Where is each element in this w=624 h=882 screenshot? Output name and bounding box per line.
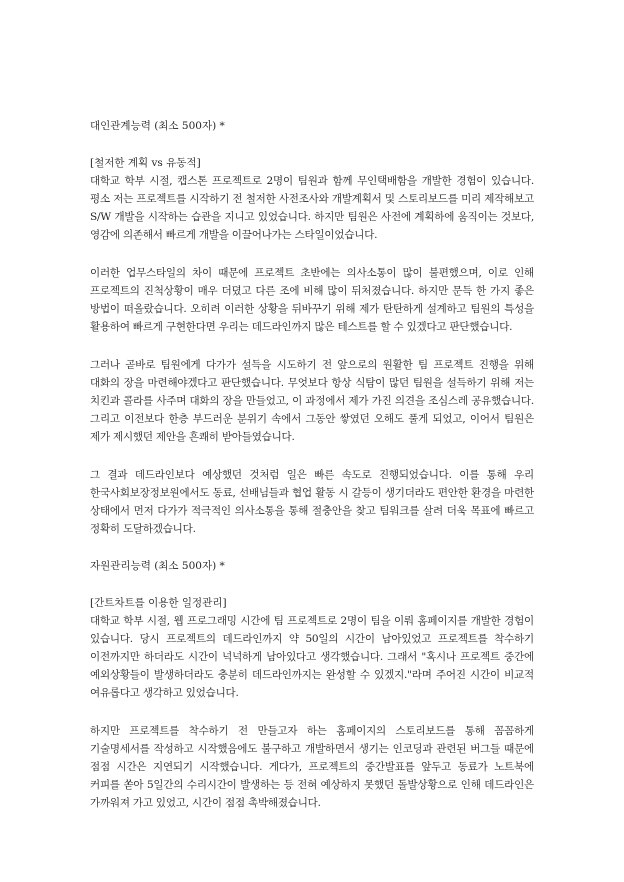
paragraph: 그 결과 데드라인보다 예상했던 것처럼 일은 빠른 속도로 진행되었습니다. 이를 통해 우리 한국사회보장정보원에서도 동료, 선배님들과 협업 활동 시 갈등이 생기더라도 편안한 환경을 마련한 상태에서 먼저 다가가 적극적인 의사소통을 통해 절충안을 찾고 팀워크를 살려 더욱 목표에 빠르고 정확히 도달하겠습니다. <box>90 469 534 535</box>
document-page <box>90 118 534 832</box>
paragraph: 하지만 프로젝트를 착수하기 전 만들고자 하는 홈페이지의 스토리보드를 통해 꼼꼼하게 기술명세서를 작성하고 시작했음에도 불구하고 개발하면서 생기는 인코딩과 관련된 버그들 때문에 점점 시간은 지연되기 시작했습니다. 게다가, 프로젝트의 중간발표를 앞두고 동료가 노트북에 커피를 쏟아 5일간의 수리시간이 발생하는 등 전혀 예상하지 못했던 돌발상황으로 인해 데드라인은 가까워져 가고 있었고, 시간이 점점 촉박해졌습니다. <box>90 725 534 809</box>
paragraph: 대학교 학부 시절, 캡스톤 프로젝트로 2명이 팀원과 함께 무인택배함을 개발한 경험이 있습니다. 평소 저는 프로젝트를 시작하기 전 철저한 사전조사와 개발계획서 및 스토리보드를 미리 제작해보고 S/W 개발을 시작하는 습관을 지니고 있었습니다. 하지만 팀원은 사전에 계획하에 움직이는 것보다, 영감에 의존해서 빠르게 개발을 이끌어나가는 스타일이었습니다. <box>90 175 534 241</box>
paragraph: 대학교 학부 시절, 웹 프로그래밍 시간에 팀 프로젝트로 2명이 팀을 이뤄 홈페이지를 개발한 경험이 있습니다. 당시 프로젝트의 데드라인까지 약 50일의 시간이 남아있었고 프로젝트를 착수하기 이전까지만 하더라도 시간이 넉넉하게 남아있다고 생각했습니다. 그래서 "혹시나 프로젝트 중간에 예외상황들이 발생하더라도 충분히 데드라인까지는 완성할 수 있겠지."라며 주어진 시간이 비교적 여유롭다고 생각하고 있었습니다. <box>90 615 534 699</box>
sub-heading: [철저한 계획 vs 유동적] <box>90 157 201 169</box>
paragraph: 그러나 곧바로 팀원에게 다가가 설득을 시도하기 전 앞으로의 원활한 팀 프로젝트 진행을 위해 대화의 장을 마련해야겠다고 판단했습니다. 무엇보다 항상 식탐이 많던 팀원을 설득하기 위해 저는 치킨과 콜라를 사주며 대화의 장을 만들었고, 이 과정에서 제가 가진 의견을 조심스레 공유했습니다. 그리고 이전보다 한층 부드러운 분위기 속에서 그동안 쌓였던 오해도 풀게 되었고, 이어서 팀원은 제가 제시했던 제안을 흔쾌히 받아들였습니다. <box>90 359 534 443</box>
section-interpersonal <box>90 118 534 538</box>
section-heading: 대인관계능력 (최소 500자) * <box>90 120 225 132</box>
section-heading: 자원관리능력 (최소 500자) * <box>90 560 225 572</box>
paragraph: 이러한 업무스타일의 차이 때문에 프로젝트 초반에는 의사소통이 많이 불편했으며, 이로 인해 프로젝트의 진척상황이 매우 더뎠고 다른 조에 비해 많이 뒤처졌습니다. 하지만 문득 한 가지 좋은 방법이 떠올랐습니다. 오히려 이러한 상황을 뒤바꾸기 위해 제가 탄탄하게 설계하고 팀원의 특성을 활용하여 빠르게 구현한다면 우리는 데드라인까지 많은 테스트를 할 수 있겠다고 판단했습니다. <box>90 267 534 333</box>
section-resource-management <box>90 558 534 812</box>
sub-heading: [간트차트를 이용한 일정관리] <box>90 597 227 609</box>
